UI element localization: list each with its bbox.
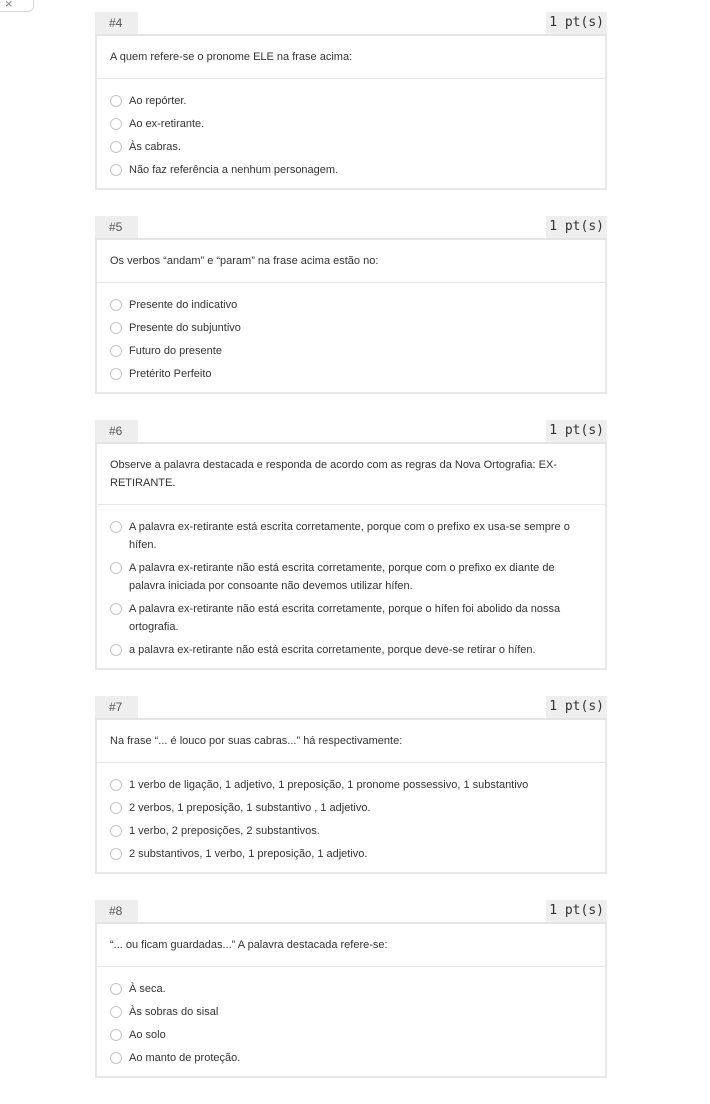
radio-button[interactable] xyxy=(110,164,122,176)
answer-option-label: Presente do subjuntivo xyxy=(129,321,241,334)
answer-option-label: Pretérito Perfeito xyxy=(129,367,212,380)
radio-button[interactable] xyxy=(110,644,122,656)
radio-button[interactable] xyxy=(110,95,122,107)
question-points: 1 pt(s) xyxy=(546,420,607,442)
radio-button[interactable] xyxy=(110,1052,122,1064)
question-points: 1 pt(s) xyxy=(546,696,607,718)
question-card xyxy=(95,216,607,394)
answer-option-label: Às sobras do sisal xyxy=(129,1005,219,1018)
question-header xyxy=(95,420,607,444)
question-card xyxy=(95,900,607,1078)
answer-option-label: Presente do indicativo xyxy=(129,298,238,311)
radio-button[interactable] xyxy=(110,983,122,995)
answer-option-label: a palavra ex-retirante não está escrita corretamente, porque deve-se retirar o hífen. xyxy=(129,643,536,656)
answer-options xyxy=(97,763,605,872)
answer-option[interactable] xyxy=(110,112,591,135)
answer-option[interactable] xyxy=(110,773,591,796)
radio-button[interactable] xyxy=(110,345,122,357)
answer-options xyxy=(97,79,605,188)
answer-option[interactable] xyxy=(110,977,591,1000)
question-points: 1 pt(s) xyxy=(546,12,607,34)
question-body xyxy=(95,924,607,1078)
radio-button[interactable] xyxy=(110,779,122,791)
answer-option[interactable] xyxy=(110,89,591,112)
radio-button[interactable] xyxy=(110,825,122,837)
answer-option-label: Ao solo xyxy=(129,1028,166,1041)
radio-button[interactable] xyxy=(110,521,122,533)
question-number: #4 xyxy=(95,12,138,34)
answer-option[interactable] xyxy=(110,638,591,661)
question-list xyxy=(95,12,607,1104)
answer-option[interactable] xyxy=(110,293,591,316)
answer-option[interactable] xyxy=(110,316,591,339)
answer-option-label: Futuro do presente xyxy=(129,344,222,357)
answer-option-label: 2 substantivos, 1 verbo, 1 preposição, 1 adjetivo. xyxy=(129,847,368,860)
answer-option-label: Ao manto de proteção. xyxy=(129,1051,241,1064)
radio-button[interactable] xyxy=(110,118,122,130)
question-text: Observe a palavra destacada e responda de acordo com as regras da Nova Ortografia: EX-RETIRANTE. xyxy=(97,444,605,505)
answer-option[interactable] xyxy=(110,1046,591,1069)
question-header xyxy=(95,12,607,36)
question-points: 1 pt(s) xyxy=(546,216,607,238)
answer-option[interactable] xyxy=(110,819,591,842)
question-card xyxy=(95,696,607,874)
answer-option[interactable] xyxy=(110,515,591,556)
answer-option-label: À seca. xyxy=(129,982,166,995)
answer-option-label: A palavra ex-retirante não está escrita corretamente, porque com o prefixo ex diante de palavra iniciada por consoante não devemos utilizar hífen. xyxy=(129,561,555,592)
answer-option[interactable] xyxy=(110,158,591,181)
question-number: #8 xyxy=(95,900,138,922)
radio-button[interactable] xyxy=(110,562,122,574)
question-card xyxy=(95,12,607,190)
question-card xyxy=(95,420,607,670)
question-number: #6 xyxy=(95,420,138,442)
question-number: #7 xyxy=(95,696,138,718)
radio-button[interactable] xyxy=(110,1029,122,1041)
question-text: A quem refere-se o pronome ELE na frase acima: xyxy=(97,36,605,79)
close-icon: × xyxy=(5,0,13,11)
radio-button[interactable] xyxy=(110,802,122,814)
answer-option[interactable] xyxy=(110,339,591,362)
answer-option[interactable] xyxy=(110,1023,591,1046)
answer-option[interactable] xyxy=(110,796,591,819)
answer-option-label: 1 verbo de ligação, 1 adjetivo, 1 preposição, 1 pronome possessivo, 1 substantivo xyxy=(129,778,529,791)
answer-option-label: A palavra ex-retirante está escrita corretamente, porque com o prefixo ex usa-se sempre o hífen. xyxy=(129,520,570,551)
answer-option-label: A palavra ex-retirante não está escrita corretamente, porque o hífen foi abolido da nossa ortografia. xyxy=(129,602,561,633)
question-body xyxy=(95,720,607,874)
answer-option-label: 2 verbos, 1 preposição, 1 substantivo , 1 adjetivo. xyxy=(129,801,371,814)
question-points: 1 pt(s) xyxy=(546,900,607,922)
close-button[interactable] xyxy=(0,0,34,12)
radio-button[interactable] xyxy=(110,1006,122,1018)
radio-button[interactable] xyxy=(110,141,122,153)
answer-option[interactable] xyxy=(110,842,591,865)
question-text: “... ou ficam guardadas...” A palavra destacada refere-se: xyxy=(97,924,605,967)
radio-button[interactable] xyxy=(110,299,122,311)
answer-option[interactable] xyxy=(110,556,591,597)
answer-option-label: Não faz referência a nenhum personagem. xyxy=(129,163,339,176)
answer-option-label: Às cabras. xyxy=(129,140,181,153)
radio-button[interactable] xyxy=(110,848,122,860)
radio-button[interactable] xyxy=(110,322,122,334)
answer-option[interactable] xyxy=(110,362,591,385)
answer-option[interactable] xyxy=(110,597,591,638)
question-number: #5 xyxy=(95,216,138,238)
question-text: Os verbos “andam” e “param” na frase acima estão no: xyxy=(97,240,605,283)
answer-option-label: 1 verbo, 2 preposições, 2 substantivos. xyxy=(129,824,320,837)
radio-button[interactable] xyxy=(110,603,122,615)
question-body xyxy=(95,240,607,394)
answer-options xyxy=(97,967,605,1076)
radio-button[interactable] xyxy=(110,368,122,380)
answer-option[interactable] xyxy=(110,135,591,158)
answer-option[interactable] xyxy=(110,1000,591,1023)
question-header xyxy=(95,216,607,240)
answer-options xyxy=(97,283,605,392)
question-text: Na frase “... é louco por suas cabras...” há respectivamente: xyxy=(97,720,605,763)
answer-option-label: Ao repórter. xyxy=(129,94,187,107)
question-body xyxy=(95,36,607,190)
answer-option-label: Ao ex-retirante. xyxy=(129,117,205,130)
question-body xyxy=(95,444,607,670)
answer-options xyxy=(97,505,605,668)
question-header xyxy=(95,696,607,720)
question-header xyxy=(95,900,607,924)
